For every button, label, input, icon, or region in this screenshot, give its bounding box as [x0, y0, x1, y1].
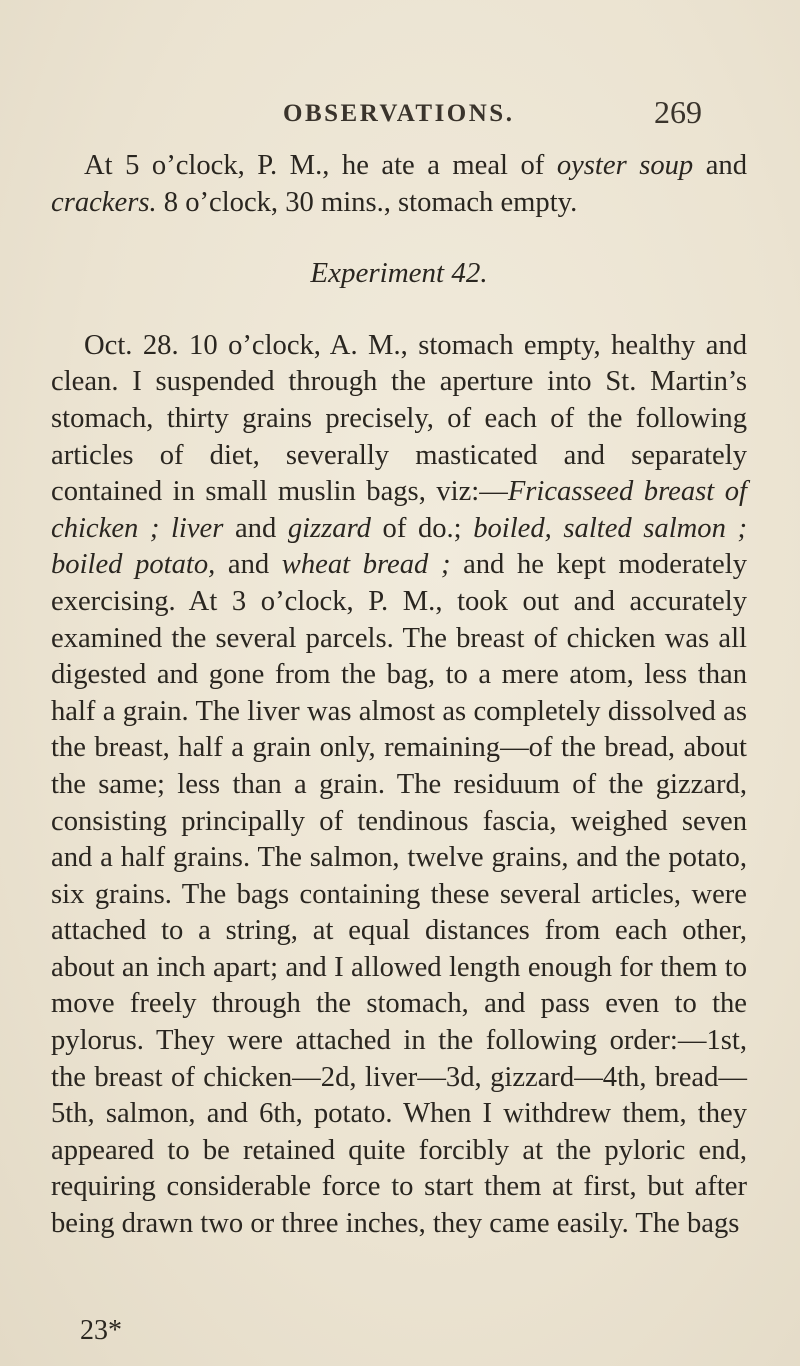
text-run: and he kept moderately exercising. At 3 o’clock, P. M., took out and accurately examined the several parcels. The breast of chicken was all digested and gone from the bag, to a mere atom, less than half a grain. The liver was almost as completely dissolved as the breast, half a grain only, remaining—of the bread, about the same; less than a grain. The residuum of the gizzard, consisting principally of tendinous fascia, weighed seven and a half grains. The salmon, twelve grains, and the potato, six grains. The bags containing these several articles, were attached to a string, at equal distances from each other, about an inch apart; and I allowed length enough for them to move freely through the stomach, and pass even to the pylorus. They were attached in the following order:—1st, the breast of chicken—2d, liver—3d, gizzard—4th, bread—5th, salmon, and 6th, potato. When I withdrew them, they appeared to be retained quite forcibly at the pyloric end, requiring considerable force to start them at first, but after being drawn two or three inches, they came easily. The bags [51, 549, 747, 1240]
text-run: Oct. 28. 10 o’clock, A. M., stomach empty, healthy and clean. I suspended through the aperture into St. Martin’s stomach, thirty grains precisely, of each of the following articles of diet, severally masticated and separately contained in small muslin bags, viz:— [51, 329, 747, 508]
italic-run: crackers. [51, 186, 157, 218]
page-header [0, 94, 800, 134]
page-number: 269 [654, 94, 702, 130]
paragraph-experiment-body [51, 328, 747, 1243]
italic-run: gizzard [287, 512, 371, 544]
running-head: OBSERVATIONS. [283, 100, 515, 127]
experiment-title: Experiment 42. [310, 257, 488, 290]
text-run: 8 o’clock, 30 mins., stomach empty. [156, 186, 578, 218]
italic-run: boiled, salted salmon ; boiled potato, [51, 512, 747, 581]
body-text [51, 148, 747, 1243]
italic-run: oyster soup [556, 150, 694, 181]
text-run: and [215, 549, 282, 581]
signature-mark: 23* [80, 1315, 122, 1346]
text-run: and [223, 512, 288, 544]
text-run: At 5 o’clock, P. M., he ate a meal of [84, 150, 557, 181]
italic-run: wheat bread ; [281, 549, 451, 581]
text-run: and [693, 150, 748, 181]
text-run: of do.; [370, 512, 474, 544]
paragraph-oyster-meal [51, 148, 747, 221]
italic-run: Fricasseed breast of chicken ; liver [51, 476, 747, 544]
